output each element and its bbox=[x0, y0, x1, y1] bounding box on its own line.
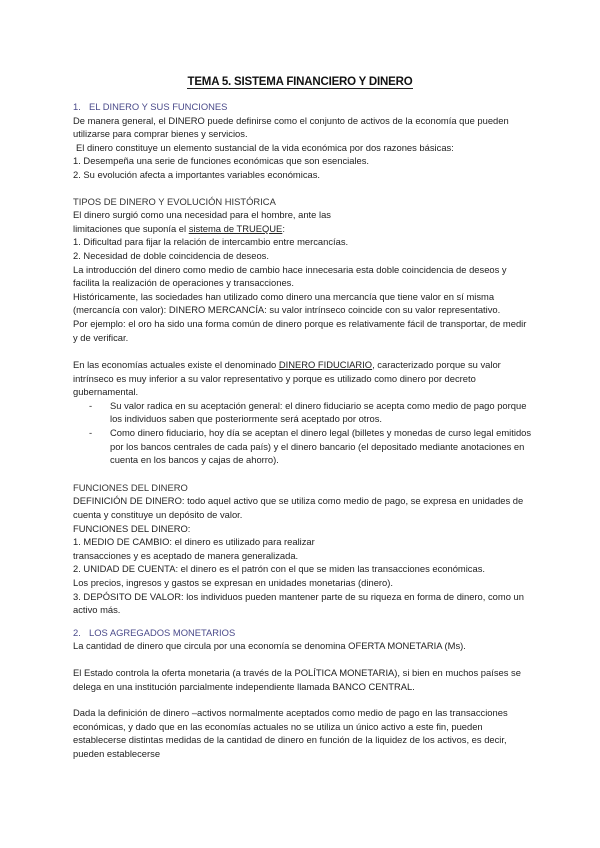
paragraph bbox=[73, 222, 533, 236]
spacer bbox=[73, 693, 533, 706]
document-body bbox=[73, 100, 533, 761]
paragraph: 1. MEDIO DE CAMBIO: el dinero es utilizado para realizar bbox=[73, 536, 315, 548]
paragraph: La cantidad de dinero que circula por una economía se denomina OFERTA MONETARIA (Ms). bbox=[73, 640, 466, 652]
section-number: 2. bbox=[73, 626, 81, 638]
paragraph: El dinero constituye un elemento sustancial de la vida económica por dos razones básicas: bbox=[76, 141, 454, 153]
spacer bbox=[73, 344, 533, 358]
paragraph: DEFINICIÓN DE DINERO: todo aquel activo que se utiliza como medio de pago, se expresa en unidades de cuenta y constituye un depósito de valor. bbox=[73, 495, 524, 521]
paragraph: Dada la definición de dinero –activos normalmente aceptados como medio de pago en las transacciones económicas, y dado que en las economías actuales no se utiliza un único activo a este fin, pueden establecerse distintas medidas de la cantidad de dinero en función de la liquidez de los activos, es decir, pueden establecerse bbox=[73, 707, 508, 759]
section-heading-2 bbox=[73, 626, 533, 640]
paragraph: 2. UNIDAD DE CUENTA: el dinero es el patrón con el que se miden las transacciones económicas. bbox=[73, 563, 485, 575]
paragraph: Por ejemplo: el oro ha sido una forma común de dinero porque es relativamente fácil de transportar, de medir y de verificar. bbox=[73, 317, 527, 343]
paragraph: 1. Dificultad para fijar la relación de intercambio entre mercancías. bbox=[73, 236, 349, 248]
subsection-heading: FUNCIONES DEL DINERO bbox=[73, 481, 188, 493]
spacer bbox=[73, 467, 533, 481]
section-heading-text: LOS AGREGADOS MONETARIOS bbox=[89, 626, 236, 638]
underlined-term: sistema de TRUEQUE bbox=[188, 222, 283, 234]
text-run: , caracterizado porque su valor intrínseco es muy inferior a su valor representativo y porque es utilizado como dinero por decreto gubernamental. bbox=[73, 359, 501, 398]
paragraph: FUNCIONES DEL DINERO: bbox=[73, 522, 191, 534]
spacer bbox=[73, 653, 533, 666]
paragraph: transacciones y es aceptado de manera generalizada. bbox=[73, 549, 299, 561]
paragraph: 2. Necesidad de doble coincidencia de deseos. bbox=[73, 249, 269, 261]
paragraph: La introducción del dinero como medio de cambio hace innecesaria esta doble coincidencia de deseos y facilita la realización de operaciones y transacciones. bbox=[73, 263, 507, 289]
paragraph: 2. Su evolución afecta a importantes variables económicas. bbox=[73, 168, 321, 180]
paragraph bbox=[73, 358, 533, 399]
bullet-list bbox=[73, 399, 533, 467]
section-heading-1 bbox=[73, 100, 533, 114]
paragraph: Históricamente, las sociedades han utilizado como dinero una mercancía que tiene valor en sí misma (mercancía con valor): DINERO MERCANCÍA: su valor intrínseco coincide con su valor representativo. bbox=[73, 290, 501, 316]
text-run: limitaciones que suponía el bbox=[73, 222, 189, 234]
paragraph: De manera general, el DINERO puede definirse como el conjunto de activos de la economía que pueden utilizarse para comprar bienes y servicios. bbox=[73, 114, 509, 140]
section-number: 1. bbox=[73, 101, 81, 112]
paragraph: El dinero surgió como una necesidad para el hombre, ante las bbox=[73, 209, 331, 221]
page-title: TEMA 5. SISTEMA FINANCIERO Y DINERO bbox=[187, 76, 413, 88]
title-block bbox=[0, 72, 600, 90]
paragraph: Los precios, ingresos y gastos se expresan en unidades monetarias (dinero). bbox=[73, 577, 393, 588]
spacer bbox=[73, 182, 533, 195]
subsection-heading: TIPOS DE DINERO Y EVOLUCIÓN HISTÓRICA bbox=[73, 195, 276, 207]
text-run: : bbox=[282, 222, 285, 234]
paragraph: 3. DEPÓSITO DE VALOR: los individuos pueden mantener parte de su riqueza en forma de dinero, como un activo más. bbox=[73, 590, 524, 616]
spacer bbox=[73, 617, 533, 626]
text-run: En las economías actuales existe el denominado bbox=[73, 359, 279, 371]
list-item: - Su valor radica en su aceptación general: el dinero fiduciario se acepta como medio de pago porque los individuos saben que posteriormente será aceptado por otros. bbox=[110, 399, 533, 426]
paragraph: El Estado controla la oferta monetaria (a través de la POLÍTICA MONETARIA), si bien en muchos países se delega en una institución parcialmente independiente llamada BANCO CENTRAL. bbox=[73, 666, 521, 692]
list-item: - Como dinero fiduciario, hoy día se aceptan el dinero legal (billetes y monedas de curso legal emitidos por los bancos centrales de cada país) y el dinero bancario (el depositado mediante anotaciones en cuenta en los bancos y cajas de ahorro). bbox=[110, 426, 533, 467]
underlined-term: DINERO FIDUCIARIO bbox=[278, 359, 373, 371]
paragraph: 1. Desempeña una serie de funciones económicas que son esenciales. bbox=[73, 155, 370, 167]
section-heading-text: EL DINERO Y SUS FUNCIONES bbox=[89, 101, 228, 112]
